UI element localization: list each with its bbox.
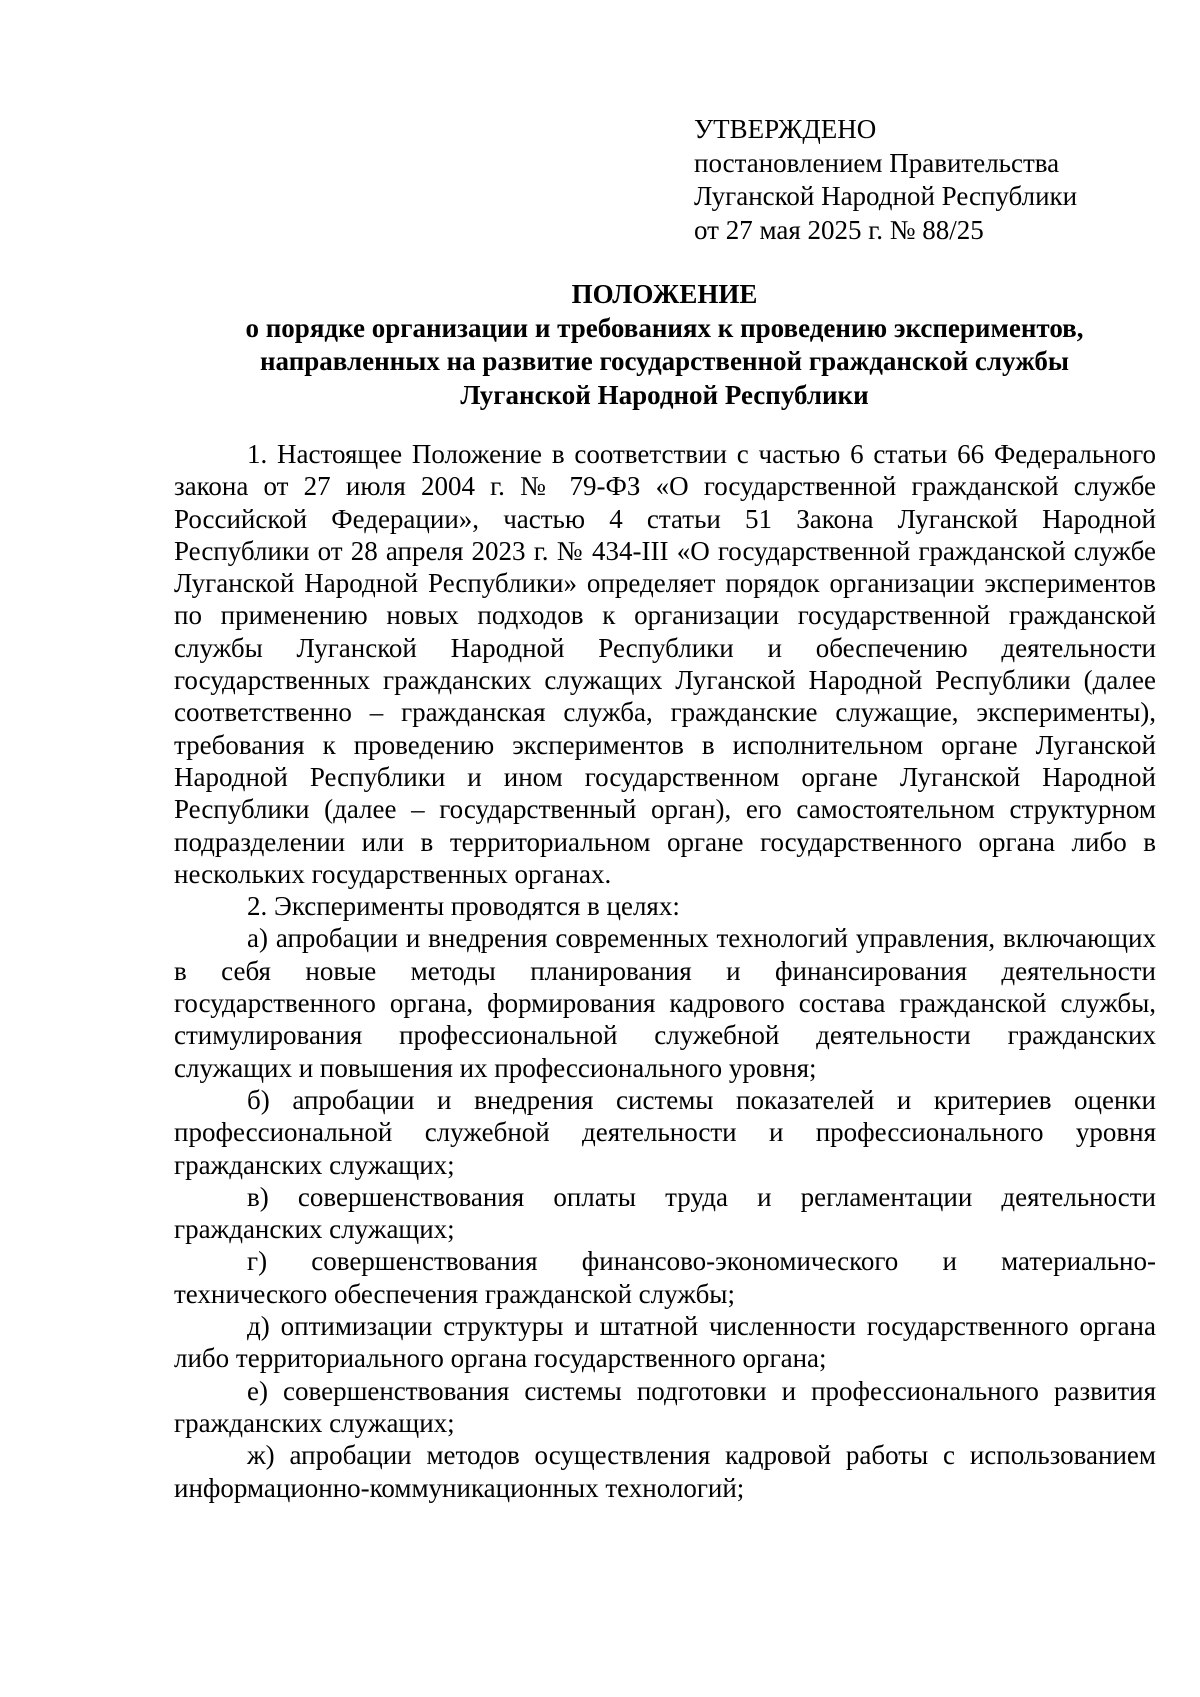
paragraph-1: 1. Настоящее Положение в соответствии с частью 6 статьи 66 Федерального закона от 27 июля 2004 г. № 79-ФЗ «О государственной гражданской службе Российской Федерации», частью 4 статьи 51 Закона Луганской Народной Республики от 28 апреля 2023 г. № 434-III «О государственной гражданской службе Луганской Народной Республики» определяет порядок организации экспериментов по применению новых подходов к организации государственной гражданской службы Луганской Народной Республики и обеспечению деятельности государственных гражданских служащих Луганской Народной Республики (далее соответственно – гражданская служба, гражданские служащие, эксперименты), требования к проведению экспериментов в исполнительном органе Луганской Народной Республики и ином государственном органе Луганской Народной Республики (далее – государственный орган), его самостоятельном структурном подразделении или в территориальном органе государственного органа либо в нескольких государственных органах. [174, 439, 1156, 889]
approval-label: УТВЕРЖДЕНО [694, 114, 877, 144]
paragraph-2e: е) совершенствования системы подготовки и профессионального развития гражданских служащих; [174, 1375, 1156, 1438]
paragraph-2v: в) совершенствования оплаты труда и регламентации деятельности гражданских служащих; [174, 1181, 1156, 1245]
approval-issuer: постановлением Правительства [694, 147, 1060, 178]
approval-date-number: от 27 мая 2025 г. № 88/25 [694, 214, 984, 245]
paragraph-2d: д) оптимизации структуры и штатной численности государственного органа либо территориального органа государственного органа; [174, 1311, 1156, 1374]
paragraph-2g: г) совершенствования финансово-экономического и материально-технического обеспечения гражданской службы; [174, 1246, 1156, 1309]
document-title [172, 278, 1157, 412]
document-subtitle-line-3: Луганской Народной Республики [460, 379, 869, 410]
paragraph-2a: а) апробации и внедрения современных технологий управления, включающих в себя новые методы планирования и финансирования деятельности государственного органа, формирования кадрового состава гражданской службы, стимулирования профессиональной служебной деятельности гражданских служащих и повышения их профессионального уровня; [174, 923, 1156, 1083]
document-body [174, 438, 1156, 1504]
paragraph-2: 2. Эксперименты проводятся в целях: [247, 891, 680, 922]
approval-authority: Луганской Народной Республики [694, 181, 1078, 211]
paragraph-2b: б) апробации и внедрения системы показателей и критериев оценки профессиональной служебной деятельности и профессионального уровня гражданских служащих; [174, 1084, 1156, 1180]
document-subtitle-line-2: направленных на развитие государственной гражданской службы [260, 346, 1069, 376]
paragraph-2zh: ж) апробации методов осуществления кадровой работы с использованием информационно-коммуникационных технологий; [174, 1440, 1156, 1503]
approval-stamp [694, 113, 1077, 247]
document-heading: ПОЛОЖЕНИЕ [571, 279, 758, 309]
document-subtitle-line-1: о порядке организации и требованиях к проведению экспериментов, [245, 312, 1084, 343]
